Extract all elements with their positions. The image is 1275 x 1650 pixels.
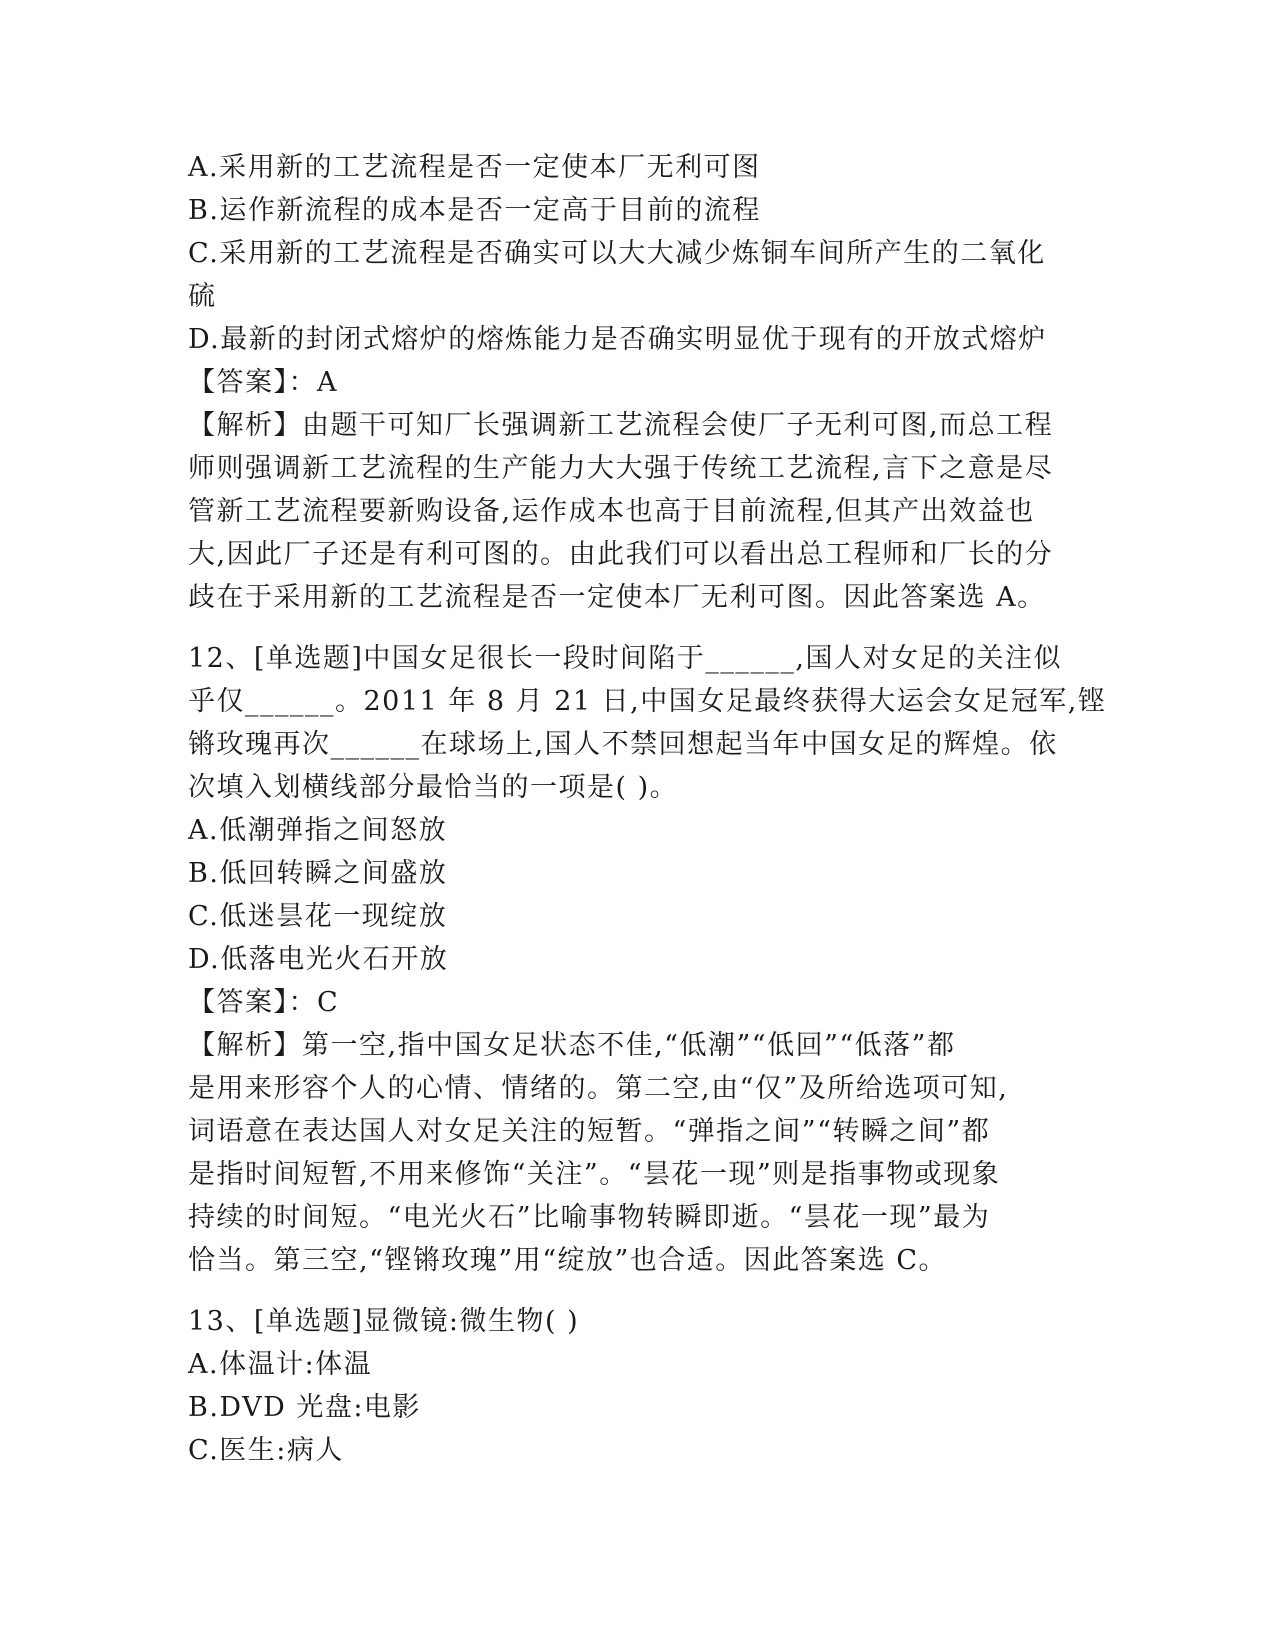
option-b: B.运作新流程的成本是否一定高于目前的流程 bbox=[188, 195, 761, 226]
option-d: D.最新的封闭式熔炉的熔炼能力是否确实明显优于现有的开放式熔炉 bbox=[188, 324, 1047, 355]
question-stem: 次填入划横线部分最恰当的一项是( )。 bbox=[188, 772, 679, 803]
option-b: B.DVD 光盘:电影 bbox=[188, 1392, 421, 1423]
question-13-block bbox=[188, 1300, 1078, 1472]
answer: 【答案】：A bbox=[188, 367, 338, 398]
analysis-line: 歧在于采用新的工艺流程是否一定使本厂无利可图。因此答案选 A。 bbox=[188, 582, 1046, 613]
question-stem: 乎仅______。2011 年 8 月 21 日,中国女足最终获得大运会女足冠军,铿 bbox=[188, 686, 1107, 717]
analysis-line: 【解析】由题干可知厂长强调新工艺流程会使厂子无利可图,而总工程 bbox=[188, 410, 1054, 441]
analysis-line: 词语意在表达国人对女足关注的短暂。“弹指之间”“转瞬之间”都 bbox=[188, 1116, 991, 1147]
question-12-block bbox=[188, 637, 1107, 1282]
analysis-line: 【解析】第一空,指中国女足状态不佳,“低潮”“低回”“低落”都 bbox=[188, 1030, 956, 1061]
option-c: C.低迷昙花一现绽放 bbox=[188, 901, 448, 932]
question-11-block bbox=[188, 146, 1078, 619]
analysis-line: 恰当。第三空,“铿锵玫瑰”用“绽放”也合适。因此答案选 C。 bbox=[188, 1245, 948, 1276]
option-c: C.医生:病人 bbox=[188, 1435, 344, 1466]
analysis-line: 是用来形容个人的心情、情绪的。第二空,由“仅”及所给选项可知, bbox=[188, 1073, 1009, 1104]
option-a: A.采用新的工艺流程是否一定使本厂无利可图 bbox=[188, 152, 761, 183]
question-stem: 13、[单选题]显微镜:微生物( ) bbox=[188, 1306, 580, 1337]
document-page bbox=[188, 146, 1107, 1472]
analysis-line: 管新工艺流程要新购设备,运作成本也高于目前流程,但其产出效益也 bbox=[188, 496, 1035, 527]
option-a: A.体温计:体温 bbox=[188, 1349, 373, 1380]
option-c-continued: 硫 bbox=[188, 281, 217, 312]
analysis-line: 持续的时间短。“电光火石”比喻事物转瞬即逝。“昙花一现”最为 bbox=[188, 1202, 991, 1233]
analysis-line: 是指时间短暂,不用来修饰“关注”。“昙花一现”则是指事物或现象 bbox=[188, 1159, 1001, 1190]
question-stem: 12、[单选题]中国女足很长一段时间陷于______,国人对女足的关注似 bbox=[188, 643, 1063, 674]
spacer bbox=[188, 1282, 1078, 1300]
analysis-line: 大,因此厂子还是有利可图的。由此我们可以看出总工程师和厂长的分 bbox=[188, 539, 1054, 570]
option-c: C.采用新的工艺流程是否确实可以大大减少炼铜车间所产生的二氧化 bbox=[188, 238, 1046, 269]
option-a: A.低潮弹指之间怒放 bbox=[188, 815, 448, 846]
spacer bbox=[188, 619, 1078, 637]
analysis-line: 师则强调新工艺流程的生产能力大大强于传统工艺流程,言下之意是尽 bbox=[188, 453, 1054, 484]
question-stem: 锵玫瑰再次______在球场上,国人不禁回想起当年中国女足的辉煌。依 bbox=[188, 729, 1058, 760]
option-b: B.低回转瞬之间盛放 bbox=[188, 858, 448, 889]
option-d: D.低落电光火石开放 bbox=[188, 944, 449, 975]
answer: 【答案】：C bbox=[188, 987, 340, 1018]
